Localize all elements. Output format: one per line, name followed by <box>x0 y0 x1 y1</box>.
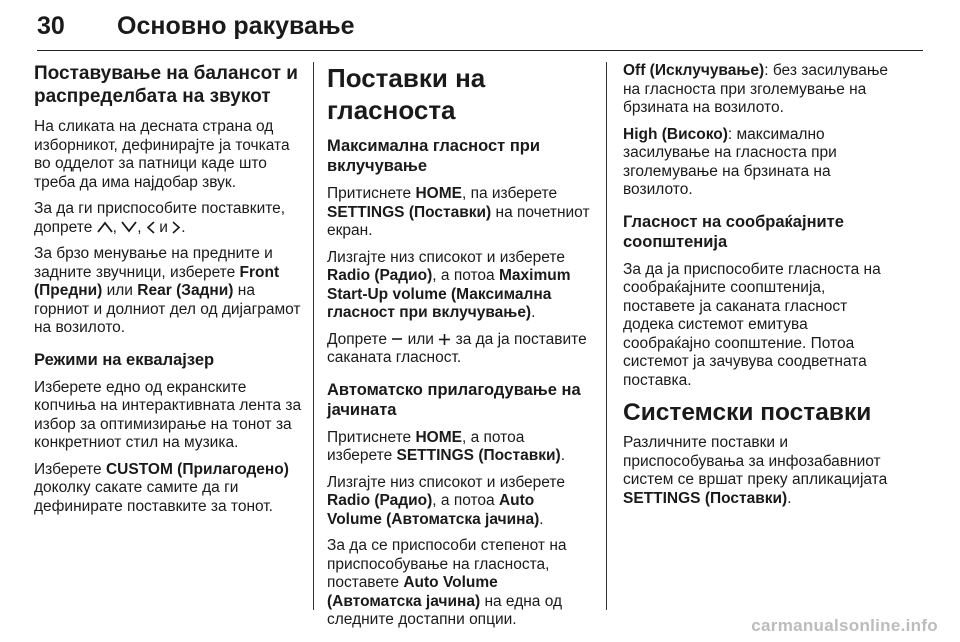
label-radio: Radio (Радио) <box>327 492 433 509</box>
paragraph <box>327 429 593 466</box>
label-auto-volume: Auto Volume (Автоматска јачина) <box>327 574 498 610</box>
text: Изберете <box>34 460 102 478</box>
text: Лизгајте низ списокот и изберете <box>327 473 565 491</box>
paragraph <box>34 200 310 237</box>
text: , <box>137 218 142 236</box>
heading-traffic-volume: Гласност на сообраќајните соопштенија <box>623 212 844 251</box>
paragraph <box>623 434 891 508</box>
label-rear: Rear (Задни) <box>137 282 234 299</box>
paragraph <box>623 62 891 118</box>
text: , а потоа <box>432 492 495 509</box>
paragraph <box>34 245 310 338</box>
page-number: 30 <box>37 12 65 40</box>
heading-system-settings: Системски поставки <box>623 399 872 426</box>
label-home: HOME <box>415 185 462 202</box>
text: : без засилување на гласноста при зголемување на брзината на возилото. <box>623 62 889 116</box>
label-off: Off (Исклучување) <box>623 62 765 79</box>
text: . <box>539 510 544 528</box>
paragraph <box>327 331 593 368</box>
text: За да се приспособи степенот на приспособување на гласноста, поставете <box>327 537 567 591</box>
heading-auto-volume: Автоматско прилагодување на јачината <box>327 380 581 419</box>
text: : максимално засилување на гласноста при зголемување на брзината на возилото. <box>623 125 837 198</box>
label-custom: CUSTOM (Прилагодено) <box>105 460 289 478</box>
plus-icon <box>438 333 451 346</box>
text: и <box>159 218 168 236</box>
running-title: Основно ракување <box>117 12 355 40</box>
label-radio: Radio (Радио) <box>327 267 433 284</box>
heading-volume-settings: Поставки на гласноста <box>327 63 486 125</box>
paragraph: На сликата на десната страна од изборникот, дефинирајте ја точката во одделот за патници каде што треба да има најдобар звук. <box>34 118 290 191</box>
text: за да ја поставите саканата гласност. <box>327 330 587 366</box>
heading-balance: Поставување на балансот и распределбата на звукот <box>34 63 298 107</box>
text: , <box>112 218 117 236</box>
paragraph <box>623 126 891 200</box>
text: на една од следните достапни опции. <box>327 592 563 628</box>
label-front: Front (Предни) <box>34 263 280 299</box>
paragraph <box>327 185 593 241</box>
text: на горниот и долниот дел од дијаграмот на возилото. <box>34 282 301 336</box>
watermark: carmanualsonline.info <box>751 616 938 635</box>
text: . <box>787 489 792 507</box>
paragraph <box>327 537 593 630</box>
heading-max-volume: Максимална гласност при вклучување <box>327 137 541 175</box>
label-high: High (Високо) <box>623 125 728 143</box>
text: на почетниот екран. <box>327 203 590 239</box>
label-settings: SETTINGS (Поставки) <box>327 203 492 221</box>
text: Различните поставки и приспособувања за инфозабавниот систем се вршат преку апликацијата <box>623 434 888 488</box>
paragraph <box>34 461 310 517</box>
minus-icon <box>391 333 403 345</box>
column-divider <box>606 62 607 610</box>
text: или <box>106 282 133 299</box>
text: . <box>560 447 566 464</box>
text: . <box>531 304 536 321</box>
column-divider <box>313 62 314 610</box>
label-max-startup-volume: Maximum Start-Up volume (Максимална гласност при вклучување) <box>327 267 571 321</box>
text: , па изберете <box>461 185 558 202</box>
paragraph: За да ја приспособите гласноста на сообраќајните соопштенија, поставете ја саканата гласност додека системот емитува сообраќајно соопштение. Потоа системот ја зачувува соодветната поставка. <box>623 260 881 389</box>
paragraph <box>327 249 593 323</box>
label-auto-volume: Auto Volume (Автоматска јачина) <box>327 492 540 528</box>
text: Притиснете <box>327 428 412 446</box>
label-settings: SETTINGS (Поставки) <box>396 447 561 464</box>
label-settings: SETTINGS (Поставки) <box>623 489 788 507</box>
chevron-right-icon <box>172 221 181 234</box>
column-middle <box>327 62 593 638</box>
page-header <box>37 6 923 51</box>
paragraph: Изберете едно од екранските копчиња на интерактивната лента за избор за оптимизирање на тонот за конкретниот стил на музика. <box>34 378 302 451</box>
text: или <box>407 330 434 348</box>
text: Лизгајте низ списокот и изберете <box>327 248 565 266</box>
chevron-up-icon <box>97 221 113 233</box>
text: , а потоа <box>432 267 495 284</box>
paragraph <box>327 474 593 530</box>
column-right <box>623 62 891 516</box>
chevron-down-icon <box>121 221 137 233</box>
chevron-left-icon <box>146 221 155 234</box>
text: За да ги приспособите поставките, допрете <box>34 200 286 236</box>
text: За брзо менување на предните и задните звучници, изберете <box>34 245 273 281</box>
text: доколку сакате самите да ги дефинирате поставките за тонот. <box>34 479 273 515</box>
heading-equalizer: Режими на еквалајзер <box>34 350 215 369</box>
label-home: HOME <box>415 428 462 446</box>
text: , а потоа изберете <box>327 428 525 464</box>
text: . <box>181 218 186 236</box>
column-left <box>34 62 310 524</box>
text: Допрете <box>327 330 387 348</box>
text: Притиснете <box>327 185 412 202</box>
